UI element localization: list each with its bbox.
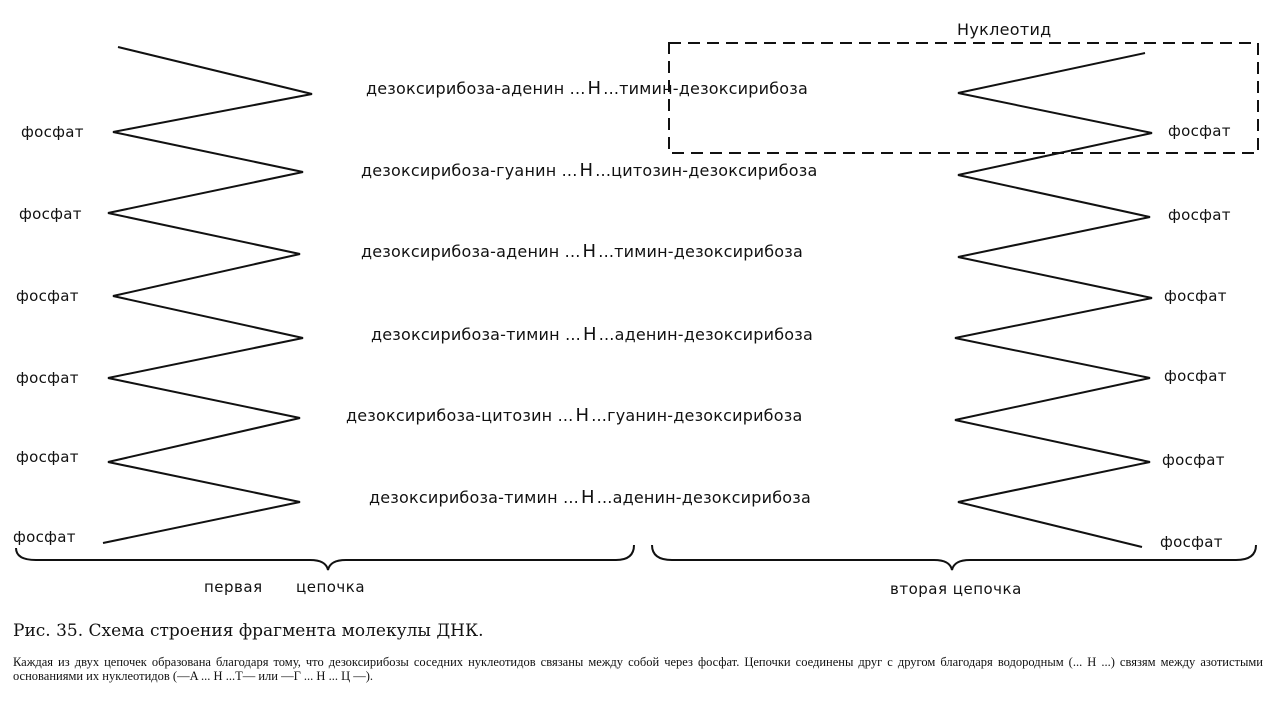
figure-caption: Каждая из двух цепочек образована благодаря тому, что дезоксирибозы соседних нуклеотидов связаны между собой через фосфат. Цепочки соединены друг с другом благодаря водородным (... H ...) связям между азотистыми основаниями их нуклеотидов (—A ... H ...T— или —Г ... H ... Ц —).: [13, 655, 1263, 683]
left-backbone: [103, 47, 312, 543]
base-pair-row: дезоксирибоза-аденин ... H ...тимин-дезоксирибоза: [366, 78, 808, 99]
base-pair-row: дезоксирибоза-гуанин ... H ...цитозин-дезоксирибоза: [361, 160, 818, 181]
nucleotide-label: Нуклеотид: [957, 20, 1052, 39]
second-chain-label: вторая цепочка: [890, 580, 1022, 598]
hydrogen-bond: H: [582, 324, 597, 345]
right-phosphate-1: фосфат: [1168, 122, 1231, 140]
right-nucleotide-text: аденин-дезоксирибоза: [612, 488, 811, 507]
left-nucleotide-text: дезоксирибоза-цитозин: [346, 406, 553, 425]
right-nucleotide-text: цитозин-дезоксирибоза: [611, 161, 818, 180]
left-phosphate-4: фосфат: [16, 369, 79, 387]
first-chain-label-word-2: цепочка: [296, 578, 366, 596]
first-chain-brace: [16, 545, 634, 570]
first-chain-label-word-1: первая: [204, 578, 263, 596]
right-nucleotide-text: тимин-дезоксирибоза: [614, 242, 803, 261]
right-phosphate-2: фосфат: [1168, 206, 1231, 224]
base-pair-row: дезоксирибоза-тимин ... H ...аденин-дезоксирибоза: [369, 487, 811, 508]
left-phosphate-1: фосфат: [21, 123, 84, 141]
hydrogen-bond: H: [587, 78, 602, 99]
right-nucleotide-text: аденин-дезоксирибоза: [614, 325, 813, 344]
base-pair-row: дезоксирибоза-тимин ... H ...аденин-дезоксирибоза: [371, 324, 813, 345]
right-backbone: [955, 53, 1152, 547]
hydrogen-bond: H: [582, 241, 597, 262]
figure-title: Рис. 35. Схема строения фрагмента молекулы ДНК.: [13, 621, 484, 641]
left-nucleotide-text: дезоксирибоза-тимин: [371, 325, 560, 344]
base-pair-row: дезоксирибоза-аденин ... H ...тимин-дезоксирибоза: [361, 241, 803, 262]
right-phosphate-4: фосфат: [1164, 367, 1227, 385]
right-nucleotide-text: тимин-дезоксирибоза: [619, 79, 808, 98]
left-phosphate-5: фосфат: [16, 448, 79, 466]
base-pair-row: дезоксирибоза-цитозин ... H ...гуанин-дезоксирибоза: [346, 405, 803, 426]
right-phosphate-5: фосфат: [1162, 451, 1225, 469]
left-phosphate-2: фосфат: [19, 205, 82, 223]
left-nucleotide-text: дезоксирибоза-гуанин: [361, 161, 557, 180]
left-nucleotide-text: дезоксирибоза-тимин: [369, 488, 558, 507]
hydrogen-bond: H: [579, 160, 594, 181]
left-nucleotide-text: дезоксирибоза-аденин: [361, 242, 560, 261]
right-nucleotide-text: гуанин-дезоксирибоза: [607, 406, 803, 425]
left-phosphate-6: фосфат: [13, 528, 76, 546]
hydrogen-bond: H: [575, 405, 590, 426]
left-phosphate-3: фосфат: [16, 287, 79, 305]
right-phosphate-6: фосфат: [1160, 533, 1223, 551]
right-phosphate-3: фосфат: [1164, 287, 1227, 305]
left-nucleotide-text: дезоксирибоза-аденин: [366, 79, 565, 98]
hydrogen-bond: H: [580, 487, 595, 508]
